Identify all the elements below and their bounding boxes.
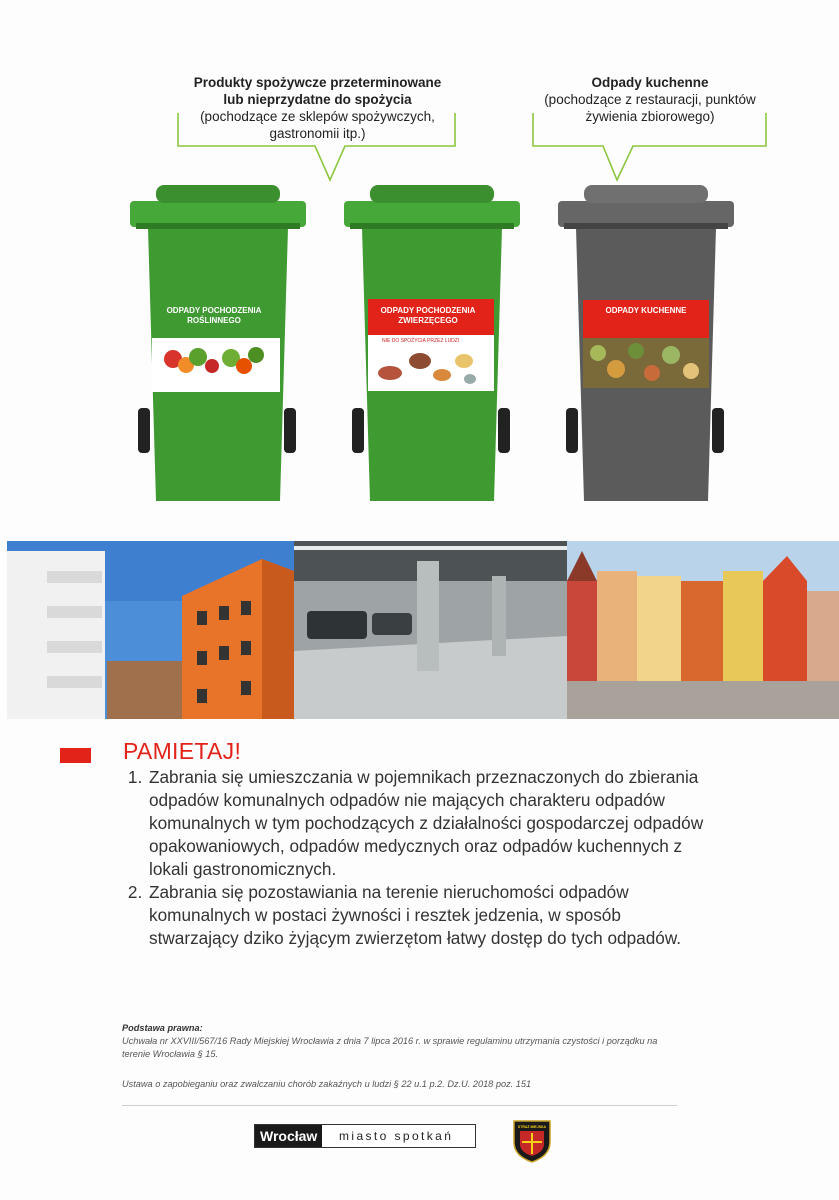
callout-food-products-title: Produkty spożywcze przeterminowane lub nieprzydatne do spożycia: [193, 75, 442, 107]
legal-basis: [122, 1022, 682, 1061]
bin-plant-waste: [128, 183, 308, 505]
bin-animal-waste-label: ODPADY POCHODZENIA ZWIERZĘCEGO: [380, 306, 476, 325]
callout-kitchen-waste-sub: (pochodzące z restauracji, punktów żywienia zbiorowego): [544, 92, 756, 124]
bin-plant-waste-body: [128, 183, 308, 505]
wroclaw-logo-slogan: miasto spotkań: [339, 1129, 454, 1143]
legal-basis-title: Podstawa prawna:: [122, 1023, 203, 1033]
wroclaw-logo-city: Wrocław: [255, 1125, 322, 1147]
city-guard-crest-icon: [512, 1118, 552, 1164]
reminder-item-1: 1. Zabrania się umieszczania w pojemnikach przeznaczonych do zbierania odpadów komunalnych odpadów nie mających charakteru odpadów komunalnych w tym pochodzących z działalności gospodarczej odpadów opakowaniowych, odpadów medycznych oraz odpadów kuchennych z lokali gastronomicznych.: [147, 766, 707, 881]
photo-strip: [7, 541, 839, 719]
photo-strip-images: [7, 541, 839, 719]
crest-text: STRAŻ MIEJSKA: [517, 1125, 547, 1129]
wroclaw-logo: [254, 1124, 476, 1148]
bin-kitchen-waste: [556, 183, 736, 505]
callout-food-products-sub: (pochodzące ze sklepów spożywczych, gastronomii itp.): [200, 109, 435, 141]
legal-basis-act: Ustawa o zapobieganiu oraz zwalczaniu chorób zakaźnych u ludzi § 22 u.1 p.2. Dz.U. 2018 poz. 151: [122, 1079, 532, 1089]
callout-food-products: [190, 74, 445, 142]
bin-kitchen-waste-body: [556, 183, 736, 505]
photo-apartments: [7, 541, 294, 719]
bin-animal-waste-body: [342, 183, 522, 505]
photo-old-town: [567, 541, 839, 719]
bin-kitchen-waste-label: ODPADY KUCHENNE: [605, 306, 687, 315]
legal-basis-resolution: Uchwała nr XXVIII/567/16 Rady Miejskiej Wrocławia z dnia 7 lipca 2016 r. w sprawie regulaminu utrzymania czystości i porządku na terenie Wrocławia § 15.: [122, 1036, 658, 1059]
red-marker: [60, 748, 91, 763]
reminder-list: [122, 766, 707, 950]
callout-kitchen-waste-title: Odpady kuchenne: [591, 75, 709, 90]
reminder-heading: PAMIETAJ!: [123, 738, 242, 764]
reminder-item-2: 2. Zabrania się pozostawiania na terenie nieruchomości odpadów komunalnych w postaci żywności i resztek jedzenia, w sposób stwarzający dziko żyjącym zwierzętom łatwy dostęp do tych odpadów.: [147, 881, 707, 950]
photo-parking: [294, 541, 567, 719]
callout-kitchen-waste: [540, 74, 760, 125]
bin-plant-waste-label: ODPADY POCHODZENIA ROŚLINNEGO: [166, 306, 262, 325]
footer-divider: [122, 1105, 677, 1106]
bin-animal-waste: [342, 183, 522, 505]
bin-animal-waste-sublabel: NIE DO SPOŻYCIA PRZEZ LUDZI: [382, 338, 460, 344]
